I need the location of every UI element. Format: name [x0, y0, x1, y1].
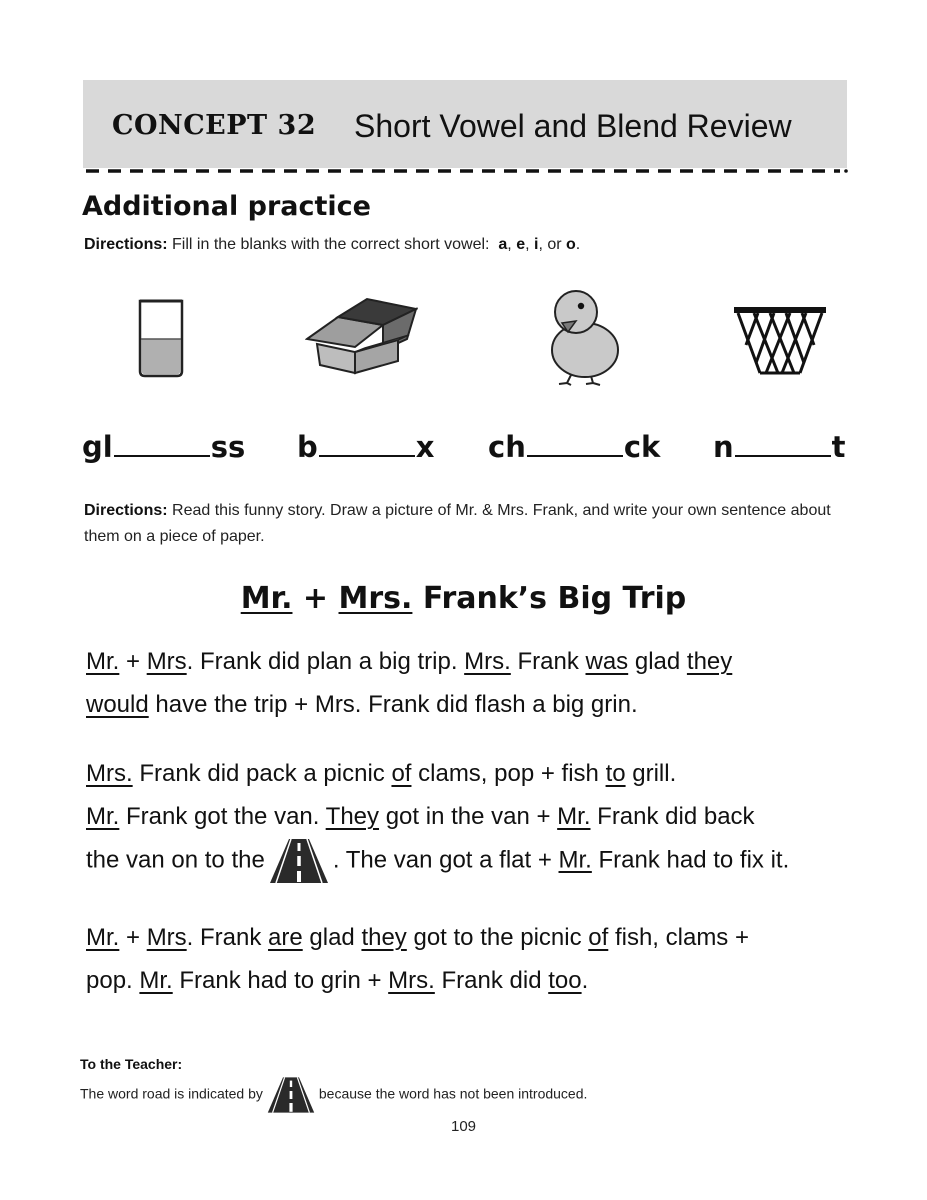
sight-word: they [361, 924, 407, 951]
story-line [86, 838, 789, 884]
story-text: + [119, 924, 147, 951]
basketball-net-icon [732, 305, 828, 377]
title-word: Mrs. [338, 581, 413, 616]
sight-word: of [391, 760, 412, 787]
story-text: . [581, 967, 589, 994]
vowel-blank[interactable] [527, 433, 623, 457]
directions-label: Directions: [84, 502, 168, 519]
sight-word: Mr. [139, 967, 173, 994]
directions-text: Fill in the blanks with the correct short vowel: [172, 236, 490, 253]
sight-word: to [605, 760, 626, 787]
story-line [86, 752, 789, 795]
story-text: Frank got the van. [119, 803, 326, 830]
glass-icon [136, 297, 186, 379]
story-text: + [119, 648, 147, 675]
story-text: Frank [510, 648, 586, 675]
sight-word: they [686, 648, 733, 675]
title-word: Mr. [240, 581, 293, 616]
story-line [86, 916, 749, 959]
sight-word: was [585, 648, 629, 675]
vowel-e: e [516, 236, 526, 253]
concept-header [83, 80, 847, 168]
story-text: glad [302, 924, 362, 951]
sight-word: Mrs. [86, 760, 133, 787]
story-text: got in the van + [379, 803, 558, 830]
story-line [86, 959, 749, 1002]
vowel-blank[interactable] [114, 433, 210, 457]
sight-word: Mr. [558, 846, 592, 874]
word-start: ch [488, 430, 526, 464]
story-text: Frank had to fix it. [591, 846, 790, 874]
word-end: x [415, 430, 435, 464]
directions-story [84, 498, 844, 550]
story-text: . Frank [186, 924, 269, 951]
sight-word: Mrs. [464, 648, 511, 675]
chick-icon [545, 288, 623, 386]
teacher-text-after: because the word has not been introduced. [318, 1085, 588, 1102]
vowel-o: o [566, 236, 576, 253]
sight-word: Mrs [146, 924, 187, 951]
section-title: Additional practice [82, 191, 371, 222]
story-text: pop. [86, 967, 140, 994]
story-text: Frank did pack a picnic [132, 760, 392, 787]
word-end: ss [210, 430, 246, 464]
word-start: b [297, 430, 318, 464]
story-text: grill. [625, 760, 677, 787]
story-text: have the trip + Mrs. Frank did flash a big grin. [148, 691, 638, 718]
sight-word: Mr. [86, 803, 120, 830]
story-text: clams, pop + fish [411, 760, 606, 787]
word-start: n [713, 430, 734, 464]
story-paragraph-2 [86, 752, 789, 884]
story-text: the van on to the [86, 846, 265, 874]
word-end: ck [623, 430, 661, 464]
sight-word: Mrs. [388, 967, 435, 994]
story-text: fish, clams + [608, 924, 749, 951]
vowel-separator: , or [538, 236, 566, 253]
story-title [0, 581, 927, 616]
story-line [86, 640, 732, 683]
vowel-separator: , [507, 236, 517, 253]
concept-label: CONCEPT 32 [112, 110, 317, 141]
word-end: t [831, 430, 846, 464]
sight-word: They [325, 803, 380, 830]
word-chick [488, 430, 660, 464]
story-paragraph-1 [86, 640, 732, 726]
road-icon [269, 838, 329, 884]
sight-word: Mr. [86, 924, 120, 951]
sight-word: are [268, 924, 303, 951]
story-text: Frank did back [590, 803, 755, 830]
sight-word: too [548, 967, 582, 994]
teacher-note [80, 1053, 587, 1115]
word-glass [82, 430, 245, 464]
directions-text: Read this funny story. Draw a picture of Mr. & Mrs. Frank, and write your own sentence about them on a piece of paper. [84, 502, 831, 545]
story-text: Frank did [434, 967, 549, 994]
vowel-blank[interactable] [735, 433, 831, 457]
sight-word: Mrs [146, 648, 187, 675]
road-icon [267, 1075, 315, 1115]
teacher-text [80, 1075, 587, 1115]
vowel-a: a [498, 236, 508, 253]
sight-word: Mr. [86, 648, 120, 675]
story-text: glad [628, 648, 687, 675]
word-box [297, 430, 434, 464]
word-start: gl [82, 430, 113, 464]
title-word: + [292, 581, 339, 616]
header-title: Short Vowel and Blend Review [354, 108, 792, 144]
title-word: Frank’s Big Trip [412, 581, 687, 616]
story-line [86, 795, 789, 838]
directions-fill-blanks [84, 232, 580, 258]
sight-word: would [86, 691, 149, 718]
story-text: . The van got a flat + [332, 846, 559, 874]
vowel-i: i [533, 236, 539, 253]
story-paragraph-3 [86, 916, 749, 1002]
dashed-divider [84, 166, 850, 176]
story-text: . Frank did plan a big trip. [186, 648, 465, 675]
sight-word: Mr. [557, 803, 591, 830]
vowel-blank[interactable] [319, 433, 415, 457]
page-number: 109 [450, 1118, 477, 1135]
box-icon [305, 295, 418, 375]
teacher-text-before: The word road is indicated by [80, 1085, 263, 1102]
story-text: Frank had to grin + [172, 967, 389, 994]
sentence-end: . [575, 236, 581, 253]
story-text: got to the picnic [406, 924, 589, 951]
sight-word: of [588, 924, 609, 951]
teacher-heading: To the Teacher: [80, 1056, 183, 1072]
directions-label: Directions: [84, 236, 168, 253]
vowel-separator: , [525, 236, 534, 253]
word-net [713, 430, 846, 464]
story-line [86, 683, 732, 726]
